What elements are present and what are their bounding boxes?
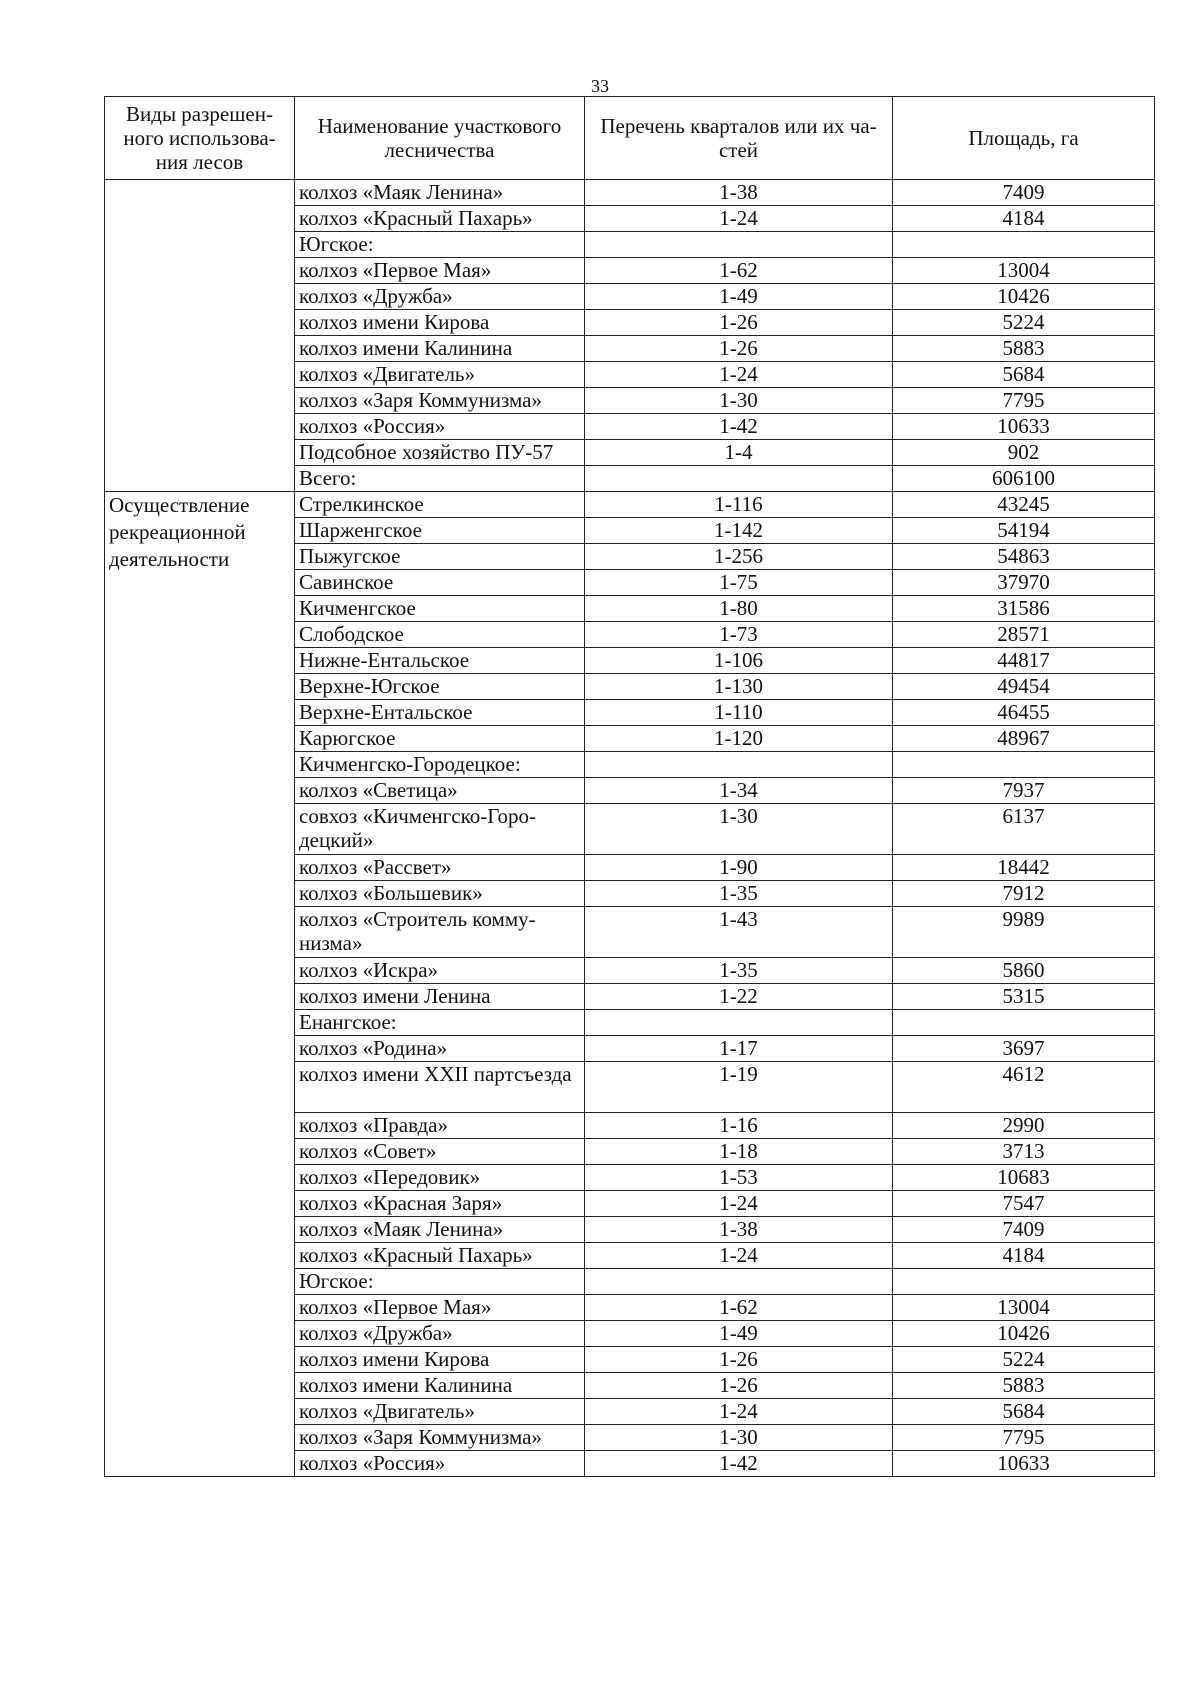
forestry-name-cell: колхоз «Правда»	[295, 1113, 585, 1139]
area-cell: 5315	[893, 984, 1155, 1010]
forestry-name-cell: колхоз «Маяк Ленина»	[295, 180, 585, 206]
quarters-cell: 1-26	[585, 310, 893, 336]
quarters-cell: 1-49	[585, 1321, 893, 1347]
quarters-cell: 1-17	[585, 1036, 893, 1062]
area-cell: 49454	[893, 674, 1155, 700]
forestry-name-cell: колхоз «Красная Заря»	[295, 1191, 585, 1217]
area-cell: 7409	[893, 180, 1155, 206]
forestry-name-cell: Кичменгское	[295, 596, 585, 622]
area-cell	[893, 232, 1155, 258]
quarters-cell: 1-75	[585, 570, 893, 596]
area-cell: 13004	[893, 1295, 1155, 1321]
forestry-name-cell: Стрелкинское	[295, 492, 585, 518]
area-cell: 4184	[893, 1243, 1155, 1269]
quarters-cell	[585, 1269, 893, 1295]
quarters-cell: 1-30	[585, 388, 893, 414]
forestry-name-cell: колхоз имени Ленина	[295, 984, 585, 1010]
forestry-name-cell: колхоз имени Кирова	[295, 1347, 585, 1373]
area-cell: 48967	[893, 726, 1155, 752]
header-use-type: Виды разрешен-ного использова-ния лесов	[105, 97, 295, 180]
quarters-cell: 1-22	[585, 984, 893, 1010]
area-cell: 54194	[893, 518, 1155, 544]
area-cell: 31586	[893, 596, 1155, 622]
area-cell: 606100	[893, 466, 1155, 492]
area-cell: 37970	[893, 570, 1155, 596]
forestry-name-cell: колхоз имени XXII партсъезда	[295, 1062, 585, 1113]
forestry-name-cell: Югское:	[295, 1269, 585, 1295]
area-cell: 18442	[893, 855, 1155, 881]
quarters-cell: 1-19	[585, 1062, 893, 1113]
quarters-cell: 1-26	[585, 336, 893, 362]
forestry-name-cell: колхоз имени Кирова	[295, 310, 585, 336]
quarters-cell: 1-24	[585, 206, 893, 232]
area-cell: 4184	[893, 206, 1155, 232]
quarters-cell: 1-30	[585, 1425, 893, 1451]
forestry-name-cell: Нижне-Ентальское	[295, 648, 585, 674]
quarters-cell: 1-26	[585, 1373, 893, 1399]
area-cell: 43245	[893, 492, 1155, 518]
area-cell: 5883	[893, 336, 1155, 362]
area-cell: 5883	[893, 1373, 1155, 1399]
forestry-name-cell: колхоз «Двигатель»	[295, 362, 585, 388]
page-number: 33	[591, 76, 609, 96]
quarters-cell: 1-130	[585, 674, 893, 700]
area-cell: 5224	[893, 310, 1155, 336]
quarters-cell: 1-62	[585, 258, 893, 284]
quarters-cell: 1-18	[585, 1139, 893, 1165]
forestry-name-cell: Савинское	[295, 570, 585, 596]
forestry-name-cell: колхоз «Дружба»	[295, 284, 585, 310]
area-cell: 7547	[893, 1191, 1155, 1217]
area-cell: 4612	[893, 1062, 1155, 1113]
forestry-name-cell: колхоз «Совет»	[295, 1139, 585, 1165]
forestry-name-cell: колхоз «Искра»	[295, 958, 585, 984]
area-cell: 7912	[893, 881, 1155, 907]
forestry-name-cell: Верхне-Ентальское	[295, 700, 585, 726]
quarters-cell: 1-49	[585, 284, 893, 310]
quarters-cell: 1-42	[585, 1451, 893, 1477]
area-cell: 54863	[893, 544, 1155, 570]
quarters-cell: 1-73	[585, 622, 893, 648]
quarters-cell: 1-35	[585, 958, 893, 984]
forestry-name-cell: колхоз имени Калинина	[295, 336, 585, 362]
area-cell: 7795	[893, 1425, 1155, 1451]
quarters-cell: 1-24	[585, 1243, 893, 1269]
forestry-name-cell: Пыжугское	[295, 544, 585, 570]
area-cell: 13004	[893, 258, 1155, 284]
forestry-name-cell: колхоз «Большевик»	[295, 881, 585, 907]
quarters-cell: 1-38	[585, 180, 893, 206]
forestry-name-cell: колхоз «Первое Мая»	[295, 1295, 585, 1321]
forestry-name-cell: колхоз «Россия»	[295, 1451, 585, 1477]
quarters-cell: 1-30	[585, 804, 893, 855]
area-cell: 5224	[893, 1347, 1155, 1373]
header-forestry-name: Наименование участкового лесничества	[295, 97, 585, 180]
table-row	[105, 492, 1155, 518]
forestry-name-cell: совхоз «Кичменгско-Горо-децкий»	[295, 804, 585, 855]
forestry-name-cell: Кичменгско-Городецкое:	[295, 752, 585, 778]
area-cell: 10426	[893, 284, 1155, 310]
forestry-name-cell: колхоз «Родина»	[295, 1036, 585, 1062]
area-cell: 10633	[893, 1451, 1155, 1477]
forest-use-table	[104, 96, 1155, 1477]
quarters-cell: 1-116	[585, 492, 893, 518]
quarters-cell: 1-35	[585, 881, 893, 907]
area-cell	[893, 1010, 1155, 1036]
area-cell: 3713	[893, 1139, 1155, 1165]
quarters-cell: 1-62	[585, 1295, 893, 1321]
quarters-cell: 1-80	[585, 596, 893, 622]
quarters-cell: 1-43	[585, 907, 893, 958]
quarters-cell	[585, 752, 893, 778]
forestry-name-cell: Всего:	[295, 466, 585, 492]
header-quarters: Перечень кварталов или их ча-стей	[585, 97, 893, 180]
forestry-name-cell: колхоз «Красный Пахарь»	[295, 206, 585, 232]
area-cell: 902	[893, 440, 1155, 466]
quarters-cell: 1-4	[585, 440, 893, 466]
quarters-cell: 1-38	[585, 1217, 893, 1243]
forestry-name-cell: Верхне-Югское	[295, 674, 585, 700]
forestry-name-cell: колхоз «Рассвет»	[295, 855, 585, 881]
forestry-name-cell: колхоз «Первое Мая»	[295, 258, 585, 284]
forestry-name-cell: колхоз «Двигатель»	[295, 1399, 585, 1425]
header-area: Площадь, га	[893, 97, 1155, 180]
area-cell: 7795	[893, 388, 1155, 414]
quarters-cell: 1-90	[585, 855, 893, 881]
forestry-name-cell: Карюгское	[295, 726, 585, 752]
forestry-name-cell: колхоз «Передовик»	[295, 1165, 585, 1191]
table-header-row	[105, 97, 1155, 180]
area-cell: 2990	[893, 1113, 1155, 1139]
forestry-name-cell: колхоз «Светица»	[295, 778, 585, 804]
area-cell: 7409	[893, 1217, 1155, 1243]
forestry-name-cell: колхоз «Заря Коммунизма»	[295, 388, 585, 414]
use-type-cell: Осуществление рекреационной деятельности	[105, 492, 295, 1477]
quarters-cell	[585, 1010, 893, 1036]
area-cell	[893, 1269, 1155, 1295]
quarters-cell: 1-256	[585, 544, 893, 570]
area-cell: 46455	[893, 700, 1155, 726]
forestry-name-cell: Шарженгское	[295, 518, 585, 544]
use-type-cell	[105, 180, 295, 492]
quarters-cell: 1-106	[585, 648, 893, 674]
quarters-cell: 1-34	[585, 778, 893, 804]
quarters-cell: 1-24	[585, 362, 893, 388]
area-cell: 6137	[893, 804, 1155, 855]
quarters-cell	[585, 232, 893, 258]
quarters-cell	[585, 466, 893, 492]
forestry-name-cell: Подсобное хозяйство ПУ-57	[295, 440, 585, 466]
area-cell: 44817	[893, 648, 1155, 674]
forestry-name-cell: колхоз имени Калинина	[295, 1373, 585, 1399]
forestry-name-cell: Енангское:	[295, 1010, 585, 1036]
forestry-name-cell: колхоз «Россия»	[295, 414, 585, 440]
table-row	[105, 180, 1155, 206]
quarters-cell: 1-24	[585, 1399, 893, 1425]
area-cell	[893, 752, 1155, 778]
area-cell: 10426	[893, 1321, 1155, 1347]
quarters-cell: 1-42	[585, 414, 893, 440]
quarters-cell: 1-16	[585, 1113, 893, 1139]
forestry-name-cell: колхоз «Маяк Ленина»	[295, 1217, 585, 1243]
area-cell: 9989	[893, 907, 1155, 958]
area-cell: 5684	[893, 1399, 1155, 1425]
quarters-cell: 1-142	[585, 518, 893, 544]
quarters-cell: 1-110	[585, 700, 893, 726]
quarters-cell: 1-120	[585, 726, 893, 752]
area-cell: 7937	[893, 778, 1155, 804]
quarters-cell: 1-53	[585, 1165, 893, 1191]
forestry-name-cell: Слободское	[295, 622, 585, 648]
area-cell: 10683	[893, 1165, 1155, 1191]
forestry-name-cell: колхоз «Заря Коммунизма»	[295, 1425, 585, 1451]
area-cell: 5860	[893, 958, 1155, 984]
table-body	[105, 180, 1155, 1477]
forestry-name-cell: колхоз «Строитель комму-низма»	[295, 907, 585, 958]
area-cell: 10633	[893, 414, 1155, 440]
forestry-name-cell: колхоз «Красный Пахарь»	[295, 1243, 585, 1269]
forestry-name-cell: Югское:	[295, 232, 585, 258]
area-cell: 28571	[893, 622, 1155, 648]
area-cell: 3697	[893, 1036, 1155, 1062]
area-cell: 5684	[893, 362, 1155, 388]
quarters-cell: 1-26	[585, 1347, 893, 1373]
quarters-cell: 1-24	[585, 1191, 893, 1217]
forestry-name-cell: колхоз «Дружба»	[295, 1321, 585, 1347]
